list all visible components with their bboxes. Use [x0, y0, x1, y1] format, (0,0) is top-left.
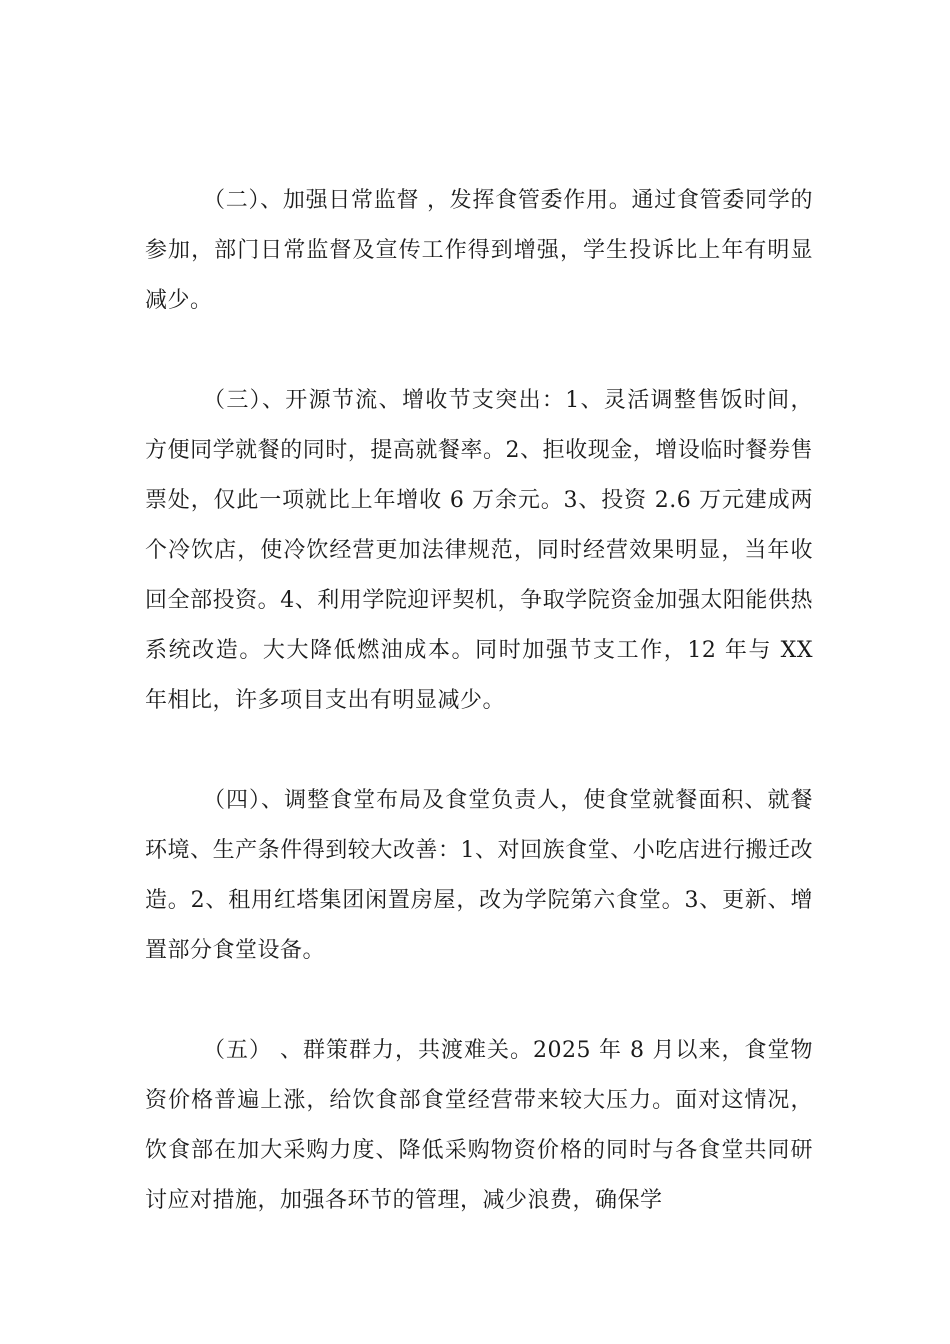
document-body: [145, 176, 813, 1226]
paragraph-2-supervision: （二）、加强日常监督 ，发挥食管委作用。通过食管委同学的参加，部门日常监督及宣传工作得到增强，学生投诉比上年有明显减少。: [145, 188, 813, 313]
paragraph-5-price-pressure: （五） 、群策群力，共渡难关。2025 年 8 月以来，食堂物资价格普遍上涨，给饮食部食堂经营带来较大压力。面对这情况，饮食部在加大采购力度、降低采购物资价格的同时与各食堂共同研讨应对措施，加强各环节的管理，减少浪费，确保学: [145, 1038, 813, 1213]
paragraph-4-layout-adjustment: （四）、调整食堂布局及食堂负责人，使食堂就餐面积、就餐环境、生产条件得到较大改善：1、对回族食堂、小吃店进行搬迁改造。2、租用红塔集团闲置房屋，改为学院第六食堂。3、更新、增置部分食堂设备。: [145, 788, 813, 963]
paragraph-3-cost-saving: （三）、开源节流、增收节支突出：1、灵活调整售饭时间，方便同学就餐的同时，提高就餐率。2、拒收现金，增设临时餐券售票处，仅此一项就比上年增收 6 万余元。3、投资 2.6 万元建成两个冷饮店，使冷饮经营更加法律规范，同时经营效果明显，当年收回全部投资。4、利用学院迎评契机，争取学院资金加强太阳能供热系统改造。大大降低燃油成本。同时加强节支工作，12 年与 XX 年相比，许多项目支出有明显减少。: [145, 388, 813, 713]
